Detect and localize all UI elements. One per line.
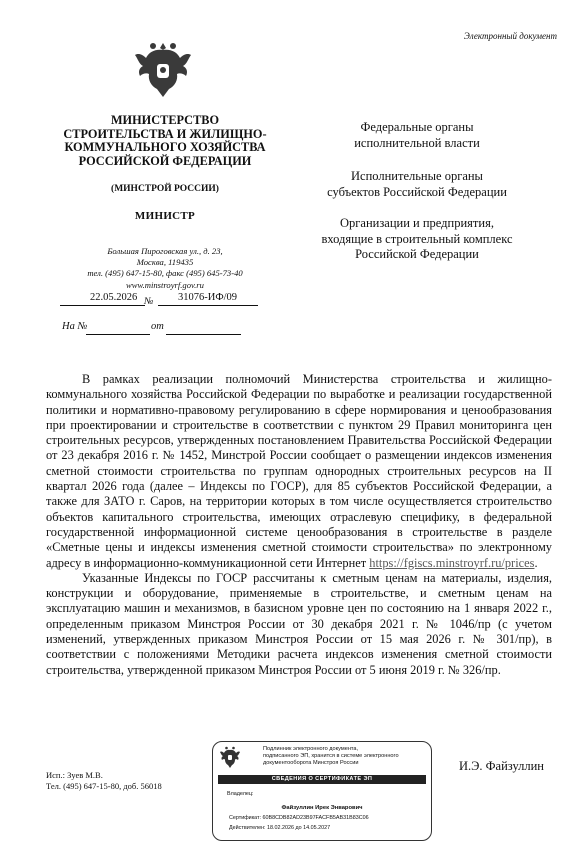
stamp-notice-line: Подлинник электронного документа, (263, 746, 359, 752)
recipient-regional (298, 169, 536, 200)
ministry-name (36, 114, 294, 168)
recipient-federal (298, 120, 536, 151)
stamp-notice-line: подписанного ЭП, хранится в системе электронного (263, 753, 399, 760)
letter-body (46, 372, 552, 678)
recipient-line: Организации и предприятия, (340, 216, 494, 230)
certificate-validity: Действителен: 18.02.2026 до 14.05.2027 (229, 825, 331, 831)
recipient-line: исполнительной власти (354, 135, 480, 150)
registration-line (60, 292, 288, 306)
underline (166, 334, 241, 335)
owner-name: Файзуллин Ирек Энварович (281, 805, 363, 811)
underline (86, 334, 150, 335)
electronic-document-label: Электронный документ (463, 31, 557, 41)
recipient-organizations (298, 216, 536, 263)
address-line: www.minstroyrf.gov.ru (126, 279, 204, 290)
address-line: Москва, 119435 (136, 257, 194, 268)
recipient-line: субъектов Российской Федерации (327, 184, 507, 199)
ministry-short-name: (МИНСТРОЙ РОССИИ) (111, 184, 219, 194)
underline (60, 305, 145, 306)
stamp-notice-line: документооборота Минстроя России (263, 760, 359, 767)
number-sign: № (144, 296, 154, 307)
registration-date: 22.05.2026 (90, 292, 138, 303)
paragraph (46, 372, 552, 571)
recipient-line: Федеральные органы (360, 120, 474, 134)
recipient-line: Исполнительные органы (351, 169, 483, 183)
prices-link[interactable]: https://fgiscs.minstroyrf.ru/prices (369, 555, 535, 570)
paragraph-end: . (534, 555, 538, 570)
reference-line (62, 321, 292, 335)
address-line: тел. (495) 647-15-80, факс (495) 645-73-40 (87, 268, 243, 279)
registration-number: 31076-ИФ/09 (178, 292, 238, 303)
ministry-name-line: РОССИЙСКОЙ ФЕДЕРАЦИИ (78, 153, 252, 168)
e-signature-stamp (212, 741, 432, 841)
executor-phone: Тел. (495) 647-15-80, доб. 56018 (46, 781, 162, 791)
recipient-line: Российской Федерации (355, 247, 479, 261)
owner-label: Владелец: (227, 791, 254, 797)
certificate-number: Сертификат: 60B8CDB82AD23B97FACFB5AB31B83C06 (229, 815, 369, 821)
ministry-name-line: МИНИСТЕРСТВО (110, 113, 220, 127)
coat-of-arms-emblem (133, 40, 193, 102)
underline (158, 305, 258, 306)
executor-info (46, 770, 162, 792)
reference-label: На № (62, 321, 88, 332)
address-line: Большая Пироговская ул., д. 23, (107, 246, 223, 256)
ministry-name-line: СТРОИТЕЛЬСТВА И ЖИЛИЩНО- (63, 126, 267, 141)
executor-name: Исп.: Зуев М.В. (46, 770, 103, 780)
ministry-name-line: КОММУНАЛЬНОГО ХОЗЯЙСТВА (64, 140, 266, 154)
ministry-address (36, 246, 294, 291)
reference-from-label: от (151, 321, 164, 332)
coat-of-arms-icon (219, 746, 241, 770)
recipient-line: входящие в строительный комплекс (321, 231, 513, 246)
position-title: МИНИСТР (134, 210, 196, 222)
signer-name: И.Э. Файзуллин (459, 759, 544, 773)
paragraph: Указанные Индексы по ГОСР рассчитаны к сметным ценам на материалы, изделия, конструкции и оборудование, применяемые в строительстве, и сметным ценам на эксплуатацию машин и механизмов, в базисном уровне цен по состоянию на 1 января 2022 г., определенным приказом Минстроя России от 30 декабря 2021 г. № 1046/пр (с учетом изменений, утвержденных приказом Минстроя России от 15 мая 2026 г. № 301/пр), в соответствии с положениями Методики расчета индексов изменения сметной стоимости строительства, утвержденной приказом Минстроя России от 5 июня 2019 г. № 326/пр. (46, 570, 552, 677)
stamp-notice (263, 746, 429, 768)
certificate-header-bar: СВЕДЕНИЯ О СЕРТИФИКАТЕ ЭП (218, 775, 426, 784)
paragraph-text: В рамках реализации полномочий Министерства строительства и жилищно-коммунального хозяйства Российской Федерации по выработке и реализации государственной политики и нормативно-правовому регулированию в сфере нормирования и ценообразования при проектировании и строительстве в соответствии с пунктом 29 Правил мониторинга цен строительных ресурсов, утвержденных постановлением Правительства Российской Федерации от 23 декабря 2016 г. № 1452, Минстрой России сообщает о размещении индексов изменения сметной стоимости строительства по группам однородных строительных ресурсов на II квартал 2026 года (далее – Индексы по ГОСР), для 85 субъектов Российской Федерации, а также для ЗАТО г. Саров, на территории которых в том числе осуществляется строительство объектов капитального строительства, имеющих отраслевую специфику, в федеральной государственной информационной системе ценообразования в строительстве в разделе «Сметные цены и индексы изменения сметной стоимости строительства» по электронному адресу в информационно-коммуникационной сети Интернет (46, 372, 552, 570)
